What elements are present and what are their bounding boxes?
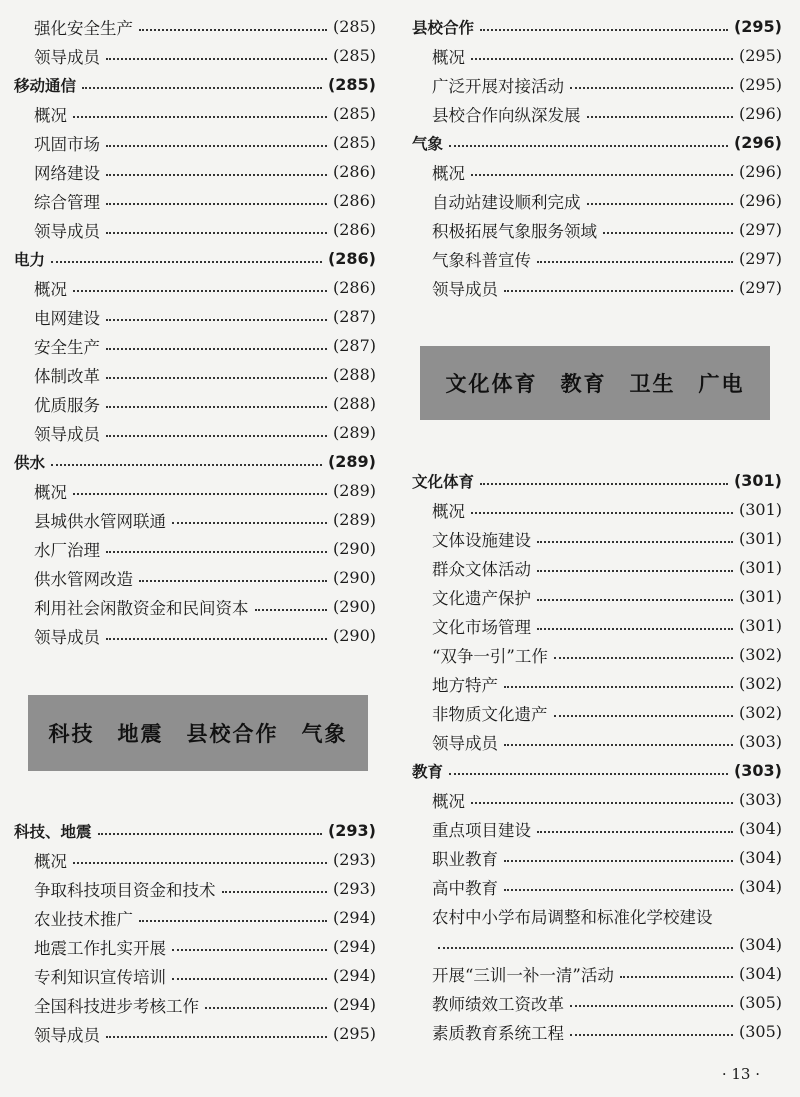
toc-entry-page: (290) bbox=[332, 539, 376, 558]
toc-entry bbox=[14, 302, 376, 331]
toc-entry-page: (301) bbox=[733, 471, 782, 490]
dot-leader bbox=[471, 801, 733, 804]
dot-leader bbox=[504, 859, 733, 862]
section-banner-science: 科技 地震 县校合作 气象 bbox=[28, 695, 368, 771]
dot-leader bbox=[73, 492, 327, 495]
toc-entry bbox=[14, 186, 376, 215]
toc-entry-page: (304) bbox=[738, 819, 782, 838]
toc-entry-title: 领导成员 bbox=[432, 279, 498, 299]
dot-leader bbox=[106, 347, 327, 350]
dot-leader bbox=[73, 861, 327, 864]
toc-entry-title: 领导成员 bbox=[34, 47, 100, 67]
toc-entry bbox=[412, 727, 782, 756]
toc-entry-page: (294) bbox=[332, 937, 376, 956]
dot-leader bbox=[554, 714, 733, 717]
toc-entry-title: 网络建设 bbox=[34, 163, 100, 183]
toc-entry-page: (302) bbox=[738, 674, 782, 693]
toc-entry bbox=[412, 611, 782, 640]
dot-leader bbox=[471, 57, 733, 60]
dot-leader bbox=[570, 1033, 733, 1036]
dot-leader bbox=[438, 946, 733, 949]
toc-entry bbox=[412, 582, 782, 611]
toc-entry-title: 巩固市场 bbox=[34, 134, 100, 154]
dot-leader bbox=[554, 656, 733, 659]
toc-entry bbox=[14, 1019, 376, 1048]
toc-entry-title: 科技、地震 bbox=[14, 822, 92, 841]
dot-leader bbox=[480, 482, 728, 485]
toc-entry bbox=[14, 990, 376, 1019]
dot-leader bbox=[471, 511, 733, 514]
toc-entry-page: (290) bbox=[332, 626, 376, 645]
toc-entry-title: 概况 bbox=[34, 279, 67, 299]
dot-leader bbox=[537, 260, 733, 263]
toc-entry-page: (289) bbox=[327, 452, 376, 471]
dot-leader bbox=[537, 540, 733, 543]
toc-entry-page: (302) bbox=[738, 645, 782, 664]
dot-leader bbox=[172, 521, 327, 524]
dot-leader bbox=[106, 376, 327, 379]
toc-entry-title: 文化遗产保护 bbox=[432, 588, 531, 608]
toc-entry-page: (289) bbox=[332, 510, 376, 529]
toc-entry-title: 领导成员 bbox=[432, 733, 498, 753]
toc-entry-title: 非物质文化遗产 bbox=[432, 704, 548, 724]
toc-entry bbox=[412, 843, 782, 872]
toc-entry bbox=[14, 12, 376, 41]
toc-section-heading bbox=[14, 816, 376, 845]
toc-entry-page: (296) bbox=[738, 191, 782, 210]
toc-entry-page: (287) bbox=[332, 307, 376, 326]
toc-entry-page: (296) bbox=[738, 104, 782, 123]
toc-entry-page: (285) bbox=[332, 17, 376, 36]
toc-entry-title: 概况 bbox=[34, 105, 67, 125]
dot-leader bbox=[106, 57, 327, 60]
dot-leader bbox=[106, 318, 327, 321]
toc-entry-title: 强化安全生产 bbox=[34, 18, 133, 38]
toc-entry-title: 电力 bbox=[14, 250, 46, 269]
dot-leader bbox=[255, 608, 327, 611]
toc-entry-page: (303) bbox=[738, 790, 782, 809]
toc-entry bbox=[14, 157, 376, 186]
toc-entry-title: 概况 bbox=[432, 791, 465, 811]
toc-section-heading bbox=[412, 756, 782, 785]
right-entries-bottom bbox=[412, 466, 782, 1046]
toc-entry-continuation bbox=[412, 930, 782, 959]
dot-leader bbox=[471, 173, 733, 176]
toc-entry-page: (287) bbox=[332, 336, 376, 355]
toc-entry-page: (304) bbox=[738, 964, 782, 983]
left-entries-top bbox=[14, 12, 376, 650]
toc-entry-page: (290) bbox=[332, 568, 376, 587]
toc-entry-page: (289) bbox=[332, 423, 376, 442]
toc-entry-page: (302) bbox=[738, 703, 782, 722]
toc-entry-page: (305) bbox=[738, 993, 782, 1012]
toc-entry-title: 县校合作 bbox=[412, 18, 475, 37]
toc-entry-page: (293) bbox=[327, 821, 376, 840]
toc-section-heading bbox=[14, 244, 376, 273]
toc-entry-title: 积极拓展气象服务领域 bbox=[432, 221, 597, 241]
toc-entry bbox=[412, 872, 782, 901]
toc-entry-page: (286) bbox=[332, 220, 376, 239]
toc-entry-title: 气象 bbox=[412, 134, 444, 153]
toc-entry bbox=[14, 389, 376, 418]
toc-entry-title: 概况 bbox=[432, 47, 465, 67]
dot-leader bbox=[139, 919, 327, 922]
toc-entry bbox=[14, 932, 376, 961]
dot-leader bbox=[172, 948, 327, 951]
toc-entry bbox=[412, 959, 782, 988]
toc-entry-title: 高中教育 bbox=[432, 878, 498, 898]
toc-entry-page: (301) bbox=[738, 529, 782, 548]
toc-entry-title: 群众文体活动 bbox=[432, 559, 531, 579]
toc-entry-title: 概况 bbox=[432, 501, 465, 521]
toc-entry bbox=[14, 99, 376, 128]
toc-entry bbox=[14, 331, 376, 360]
dot-leader bbox=[537, 830, 733, 833]
dot-leader bbox=[106, 173, 327, 176]
toc-entry bbox=[412, 157, 782, 186]
toc-entry-title: 电网建设 bbox=[34, 308, 100, 328]
toc-entry-page: (301) bbox=[738, 558, 782, 577]
dot-leader bbox=[106, 1035, 327, 1038]
toc-entry-title: 文体设施建设 bbox=[432, 530, 531, 550]
toc-entry-title: 文化市场管理 bbox=[432, 617, 531, 637]
toc-entry-page: (288) bbox=[332, 394, 376, 413]
left-entries-bottom bbox=[14, 816, 376, 1048]
toc-entry-title: 气象科普宣传 bbox=[432, 250, 531, 270]
toc-entry-page: (285) bbox=[332, 133, 376, 152]
dot-leader bbox=[106, 144, 327, 147]
toc-entry-title: 领导成员 bbox=[34, 1025, 100, 1045]
toc-entry bbox=[412, 785, 782, 814]
dot-leader bbox=[51, 463, 322, 466]
toc-entry-title: 移动通信 bbox=[14, 76, 77, 95]
toc-entry-page: (303) bbox=[733, 761, 782, 780]
toc-entry bbox=[14, 961, 376, 990]
dot-leader bbox=[570, 1004, 733, 1007]
toc-entry bbox=[412, 41, 782, 70]
toc-entry bbox=[412, 640, 782, 669]
toc-entry-page: (304) bbox=[738, 877, 782, 896]
dot-leader bbox=[106, 637, 327, 640]
toc-entry-title: 专利知识宣传培训 bbox=[34, 967, 166, 987]
toc-entry bbox=[412, 553, 782, 582]
toc-entry bbox=[14, 41, 376, 70]
toc-entry-page: (304) bbox=[738, 935, 782, 954]
toc-entry-page: (294) bbox=[332, 908, 376, 927]
dot-leader bbox=[205, 1006, 327, 1009]
dot-leader bbox=[82, 86, 322, 89]
toc-entry-title: 综合管理 bbox=[34, 192, 100, 212]
toc-entry-page: (286) bbox=[327, 249, 376, 268]
toc-entry-title: 概况 bbox=[432, 163, 465, 183]
toc-entry bbox=[14, 534, 376, 563]
section-banner-culture: 文化体育 教育 卫生 广电 bbox=[420, 346, 770, 420]
dot-leader bbox=[587, 202, 733, 205]
toc-entry-title: 素质教育系统工程 bbox=[432, 1023, 564, 1043]
toc-entry bbox=[14, 476, 376, 505]
toc-section-heading bbox=[14, 70, 376, 99]
toc-entry-title: 自动站建设顺利完成 bbox=[432, 192, 581, 212]
toc-entry-page: (286) bbox=[332, 278, 376, 297]
toc-entry-page: (295) bbox=[332, 1024, 376, 1043]
toc-entry bbox=[412, 70, 782, 99]
toc-entry-title: 农村中小学布局调整和标准化学校建设 bbox=[432, 907, 713, 927]
toc-entry bbox=[412, 669, 782, 698]
dot-leader bbox=[98, 832, 322, 835]
toc-entry-title: 利用社会闲散资金和民间资本 bbox=[34, 598, 249, 618]
dot-leader bbox=[480, 28, 728, 31]
dot-leader bbox=[106, 405, 327, 408]
toc-entry-page: (304) bbox=[738, 848, 782, 867]
dot-leader bbox=[504, 743, 733, 746]
page-number: · 13 · bbox=[721, 1065, 760, 1083]
toc-entry bbox=[412, 698, 782, 727]
toc-entry-page: (301) bbox=[738, 587, 782, 606]
toc-entry-title: 领导成员 bbox=[34, 221, 100, 241]
toc-section-heading bbox=[412, 128, 782, 157]
toc-entry-page: (293) bbox=[332, 850, 376, 869]
toc-entry bbox=[412, 524, 782, 553]
toc-section-heading bbox=[412, 466, 782, 495]
dot-leader bbox=[139, 579, 327, 582]
dot-leader bbox=[222, 890, 327, 893]
toc-section-heading bbox=[14, 447, 376, 476]
toc-entry bbox=[14, 128, 376, 157]
dot-leader bbox=[587, 115, 733, 118]
toc-entry bbox=[412, 273, 782, 302]
toc-entry bbox=[14, 505, 376, 534]
toc-entry bbox=[412, 901, 782, 930]
toc-entry bbox=[412, 814, 782, 843]
toc-entry-page: (296) bbox=[738, 162, 782, 181]
toc-entry-page: (295) bbox=[738, 46, 782, 65]
right-column bbox=[412, 12, 782, 1046]
dot-leader bbox=[73, 115, 327, 118]
toc-entry-title: 体制改革 bbox=[34, 366, 100, 386]
dot-leader bbox=[620, 975, 733, 978]
toc-entry-page: (288) bbox=[332, 365, 376, 384]
toc-entry-page: (305) bbox=[738, 1022, 782, 1041]
toc-entry-title: 文化体育 bbox=[412, 472, 475, 491]
toc-entry-page: (294) bbox=[332, 966, 376, 985]
toc-entry bbox=[14, 845, 376, 874]
toc-entry-page: (297) bbox=[738, 278, 782, 297]
toc-entry-page: (296) bbox=[733, 133, 782, 152]
left-column bbox=[14, 12, 376, 1048]
toc-entry-title: 领导成员 bbox=[34, 424, 100, 444]
toc-entry-page: (297) bbox=[738, 220, 782, 239]
dot-leader bbox=[537, 598, 733, 601]
toc-entry-page: (301) bbox=[738, 616, 782, 635]
toc-entry-title: 职业教育 bbox=[432, 849, 498, 869]
toc-entry-title: 农业技术推广 bbox=[34, 909, 133, 929]
toc-entry-title: 地方特产 bbox=[432, 675, 498, 695]
dot-leader bbox=[504, 289, 733, 292]
dot-leader bbox=[172, 977, 327, 980]
toc-entry-title: 概况 bbox=[34, 851, 67, 871]
toc-entry-title: 供水管网改造 bbox=[34, 569, 133, 589]
dot-leader bbox=[139, 28, 327, 31]
toc-section-heading bbox=[412, 12, 782, 41]
toc-entry-title: 县城供水管网联通 bbox=[34, 511, 166, 531]
toc-entry-title: 争取科技项目资金和技术 bbox=[34, 880, 216, 900]
toc-entry-page: (286) bbox=[332, 162, 376, 181]
toc-entry bbox=[412, 99, 782, 128]
dot-leader bbox=[106, 231, 327, 234]
dot-leader bbox=[504, 888, 733, 891]
dot-leader bbox=[449, 772, 728, 775]
toc-entry-page: (285) bbox=[327, 75, 376, 94]
toc-entry bbox=[412, 186, 782, 215]
toc-entry-title: “双争一引”工作 bbox=[432, 646, 548, 666]
toc-entry bbox=[14, 215, 376, 244]
toc-entry-title: 教育 bbox=[412, 762, 444, 781]
toc-entry-page: (285) bbox=[332, 104, 376, 123]
toc-entry-page: (295) bbox=[738, 75, 782, 94]
toc-entry-title: 广泛开展对接活动 bbox=[432, 76, 564, 96]
toc-entry-page: (301) bbox=[738, 500, 782, 519]
toc-entry bbox=[14, 360, 376, 389]
right-entries-top bbox=[412, 12, 782, 302]
toc-entry-title: 教师绩效工资改革 bbox=[432, 994, 564, 1014]
toc-entry bbox=[14, 903, 376, 932]
toc-entry-title: 供水 bbox=[14, 453, 46, 472]
dot-leader bbox=[106, 550, 327, 553]
toc-entry-title: 全国科技进步考核工作 bbox=[34, 996, 199, 1016]
toc-entry-title: 县校合作向纵深发展 bbox=[432, 105, 581, 125]
dot-leader bbox=[106, 202, 327, 205]
toc-entry-page: (295) bbox=[733, 17, 782, 36]
toc-entry-page: (289) bbox=[332, 481, 376, 500]
toc-entry bbox=[412, 244, 782, 273]
toc-entry-title: 领导成员 bbox=[34, 627, 100, 647]
dot-leader bbox=[73, 289, 327, 292]
toc-entry bbox=[412, 1017, 782, 1046]
toc-entry-page: (285) bbox=[332, 46, 376, 65]
toc-entry-title: 重点项目建设 bbox=[432, 820, 531, 840]
toc-entry-page: (303) bbox=[738, 732, 782, 751]
toc-entry-page: (286) bbox=[332, 191, 376, 210]
dot-leader bbox=[51, 260, 322, 263]
toc-entry bbox=[14, 592, 376, 621]
toc-entry-title: 优质服务 bbox=[34, 395, 100, 415]
dot-leader bbox=[537, 569, 733, 572]
dot-leader bbox=[106, 434, 327, 437]
toc-entry-page: (294) bbox=[332, 995, 376, 1014]
toc-entry-page: (293) bbox=[332, 879, 376, 898]
dot-leader bbox=[504, 685, 733, 688]
toc-entry-page: (290) bbox=[332, 597, 376, 616]
toc-entry-title: 水厂治理 bbox=[34, 540, 100, 560]
toc-entry bbox=[412, 215, 782, 244]
toc-entry bbox=[412, 988, 782, 1017]
toc-entry bbox=[14, 273, 376, 302]
dot-leader bbox=[537, 627, 733, 630]
dot-leader bbox=[570, 86, 733, 89]
toc-entry-title: 概况 bbox=[34, 482, 67, 502]
toc-entry-page: (297) bbox=[738, 249, 782, 268]
dot-leader bbox=[449, 144, 728, 147]
toc-entry bbox=[14, 418, 376, 447]
toc-entry bbox=[14, 621, 376, 650]
toc-entry-title: 安全生产 bbox=[34, 337, 100, 357]
toc-entry-title: 开展“三训一补一清”活动 bbox=[432, 965, 614, 985]
dot-leader bbox=[603, 231, 733, 234]
toc-entry bbox=[412, 495, 782, 524]
toc-entry bbox=[14, 874, 376, 903]
toc-entry bbox=[14, 563, 376, 592]
toc-entry-title: 地震工作扎实开展 bbox=[34, 938, 166, 958]
